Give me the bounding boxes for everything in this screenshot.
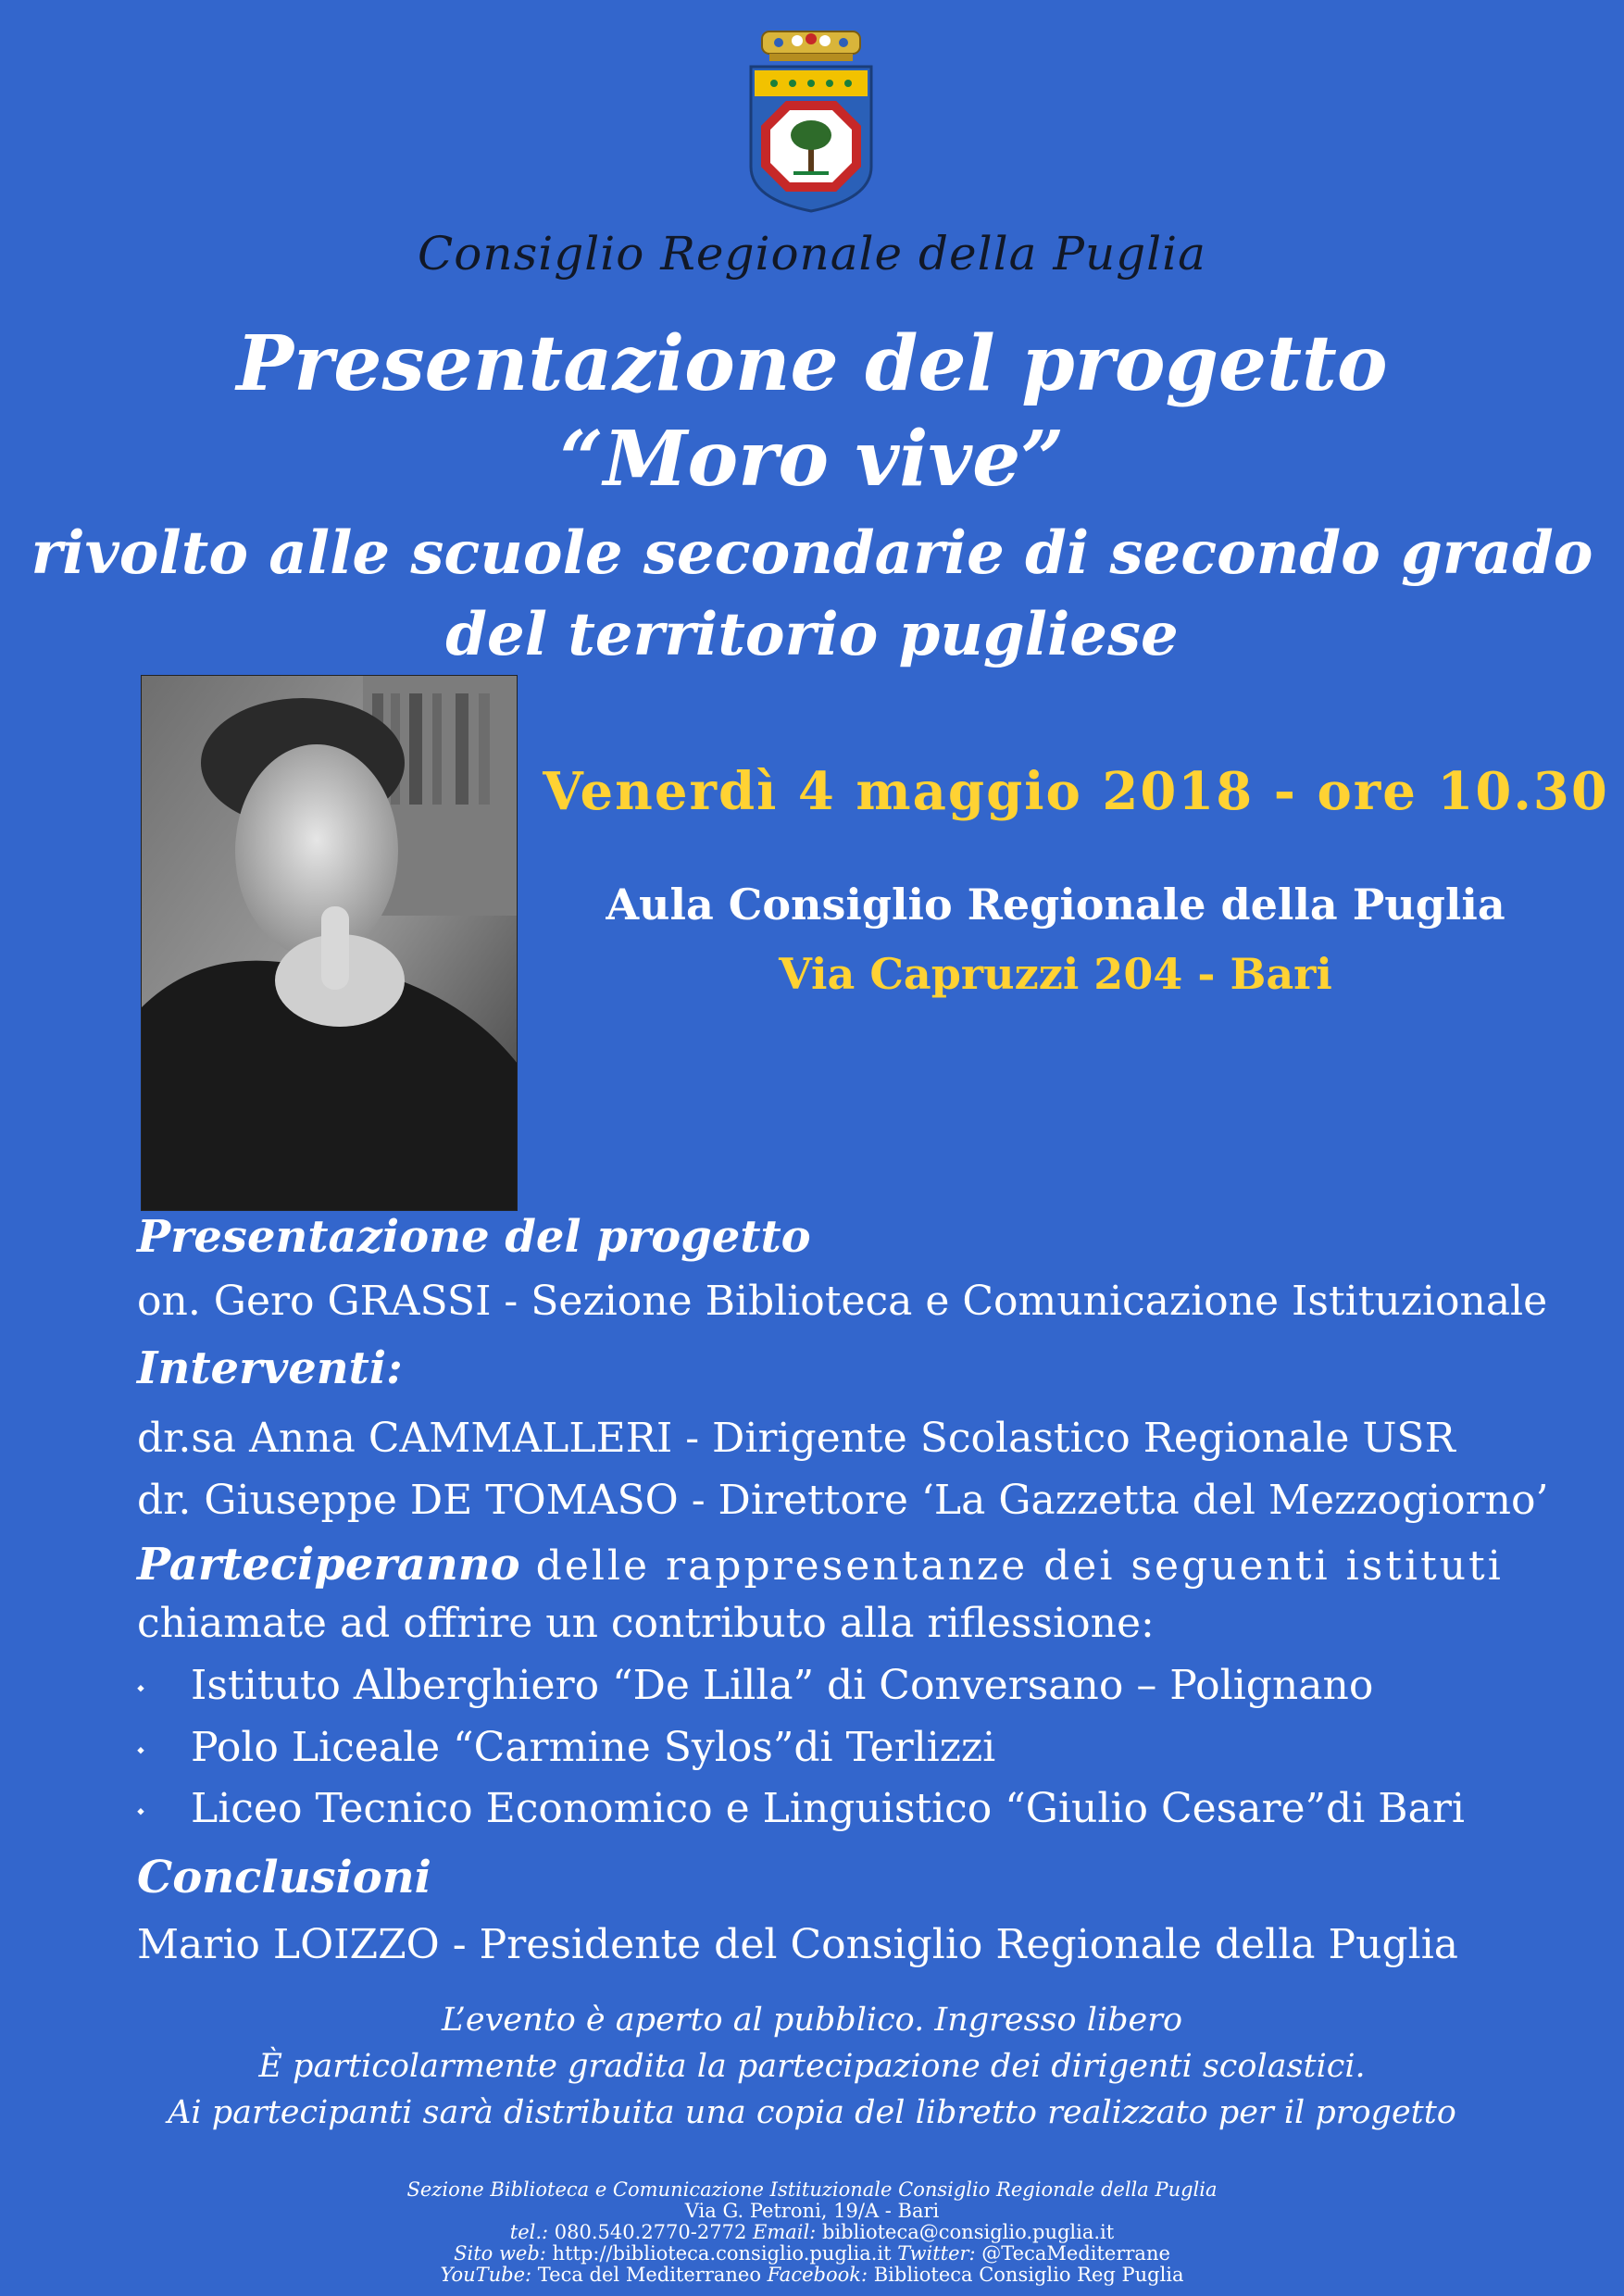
- speaker-line-2: dr. Giuseppe DE TOMASO - Direttore ‘La Gazzetta del Mezzogiorno’: [137, 1477, 1549, 1524]
- youtube-link[interactable]: Teca del Mediterraneo: [531, 2264, 768, 2286]
- title-line-4: del territorio pugliese: [445, 600, 1179, 669]
- event-date: Venerdì 4 maggio 2018 - ore 10.30: [543, 761, 1609, 822]
- bullet-icon: ⬩: [137, 1739, 144, 1762]
- list-item: [137, 1662, 1600, 1709]
- participants-lead: Parteciperanno: [137, 1539, 520, 1591]
- institute-1: Istituto Alberghiero “De Lilla” di Conversano – Polignano: [191, 1662, 1374, 1709]
- email-link[interactable]: biblioteca@consiglio.puglia.it: [816, 2221, 1115, 2243]
- title-line-1: Presentazione del progetto: [236, 319, 1388, 408]
- org-name: Consiglio Regionale della Puglia: [418, 227, 1206, 281]
- footer-web: [0, 2243, 1624, 2265]
- participants-line: [137, 1539, 1600, 1591]
- note-open-public: L’evento è aperto al pubblico. Ingresso libero: [441, 2002, 1183, 2039]
- event-address: Via Capruzzi 204 - Bari: [779, 949, 1332, 999]
- bullet-icon: ⬩: [137, 1800, 144, 1823]
- puglia-coat-of-arms-icon: [742, 28, 881, 213]
- presenter-line: on. Gero GRASSI - Sezione Biblioteca e Comunicazione Istituzionale: [137, 1278, 1548, 1325]
- email-label: Email:: [752, 2221, 817, 2243]
- closing-speaker-line: Mario LOIZZO - Presidente del Consiglio Regionale della Puglia: [137, 1921, 1458, 1968]
- institute-3: Liceo Tecnico Economico e Linguistico “Giulio Cesare”di Bari: [191, 1785, 1465, 1832]
- twitter-label: Twitter:: [897, 2242, 976, 2265]
- facebook-label: Facebook:: [767, 2264, 868, 2286]
- event-venue: Aula Consiglio Regionale della Puglia: [606, 880, 1505, 930]
- tel-value: 080.540.2770-2772: [548, 2221, 753, 2243]
- participants-line-2: chiamate ad offrire un contributo alla riflessione:: [137, 1600, 1155, 1647]
- presentation-heading: Presentazione del progetto: [137, 1211, 811, 1263]
- footer-social: [0, 2265, 1624, 2286]
- bullet-icon: ⬩: [137, 1677, 144, 1700]
- participants-rest: delle rappresentanze dei seguenti istituti: [519, 1542, 1504, 1590]
- facebook-link[interactable]: Biblioteca Consiglio Reg Puglia: [868, 2264, 1184, 2286]
- interventi-heading: Interventi:: [137, 1342, 403, 1394]
- conclusions-heading: Conclusioni: [137, 1852, 431, 1903]
- portrait-photo: [141, 675, 518, 1211]
- note-dirigenti: È particolarmente gradita la partecipazione dei dirigenti scolastici.: [258, 2048, 1366, 2085]
- web-link[interactable]: http://biblioteca.consiglio.puglia.it: [545, 2242, 898, 2265]
- footer-address: Via G. Petroni, 19/A - Bari: [684, 2200, 940, 2222]
- title-line-3: rivolto alle scuole secondarie di secondo grado: [31, 518, 1593, 588]
- footer-org: Sezione Biblioteca e Comunicazione Istituzionale Consiglio Regionale della Puglia: [406, 2178, 1218, 2201]
- list-item: [137, 1785, 1600, 1832]
- speaker-line-1: dr.sa Anna CAMMALLERI - Dirigente Scolastico Regionale USR: [137, 1415, 1455, 1462]
- youtube-label: YouTube:: [440, 2264, 532, 2286]
- tel-label: tel.:: [509, 2221, 549, 2243]
- web-label: Sito web:: [454, 2242, 546, 2265]
- note-libretto: Ai partecipanti sarà distribuita una copia del libretto realizzato per il progetto: [168, 2094, 1456, 2131]
- list-item: [137, 1724, 1600, 1771]
- twitter-link[interactable]: @TecaMediterrane: [975, 2242, 1170, 2265]
- footer-contacts: [0, 2222, 1624, 2243]
- title-line-2: “Moro vive”: [559, 415, 1065, 504]
- institute-2: Polo Liceale “Carmine Sylos”di Terlizzi: [191, 1724, 996, 1771]
